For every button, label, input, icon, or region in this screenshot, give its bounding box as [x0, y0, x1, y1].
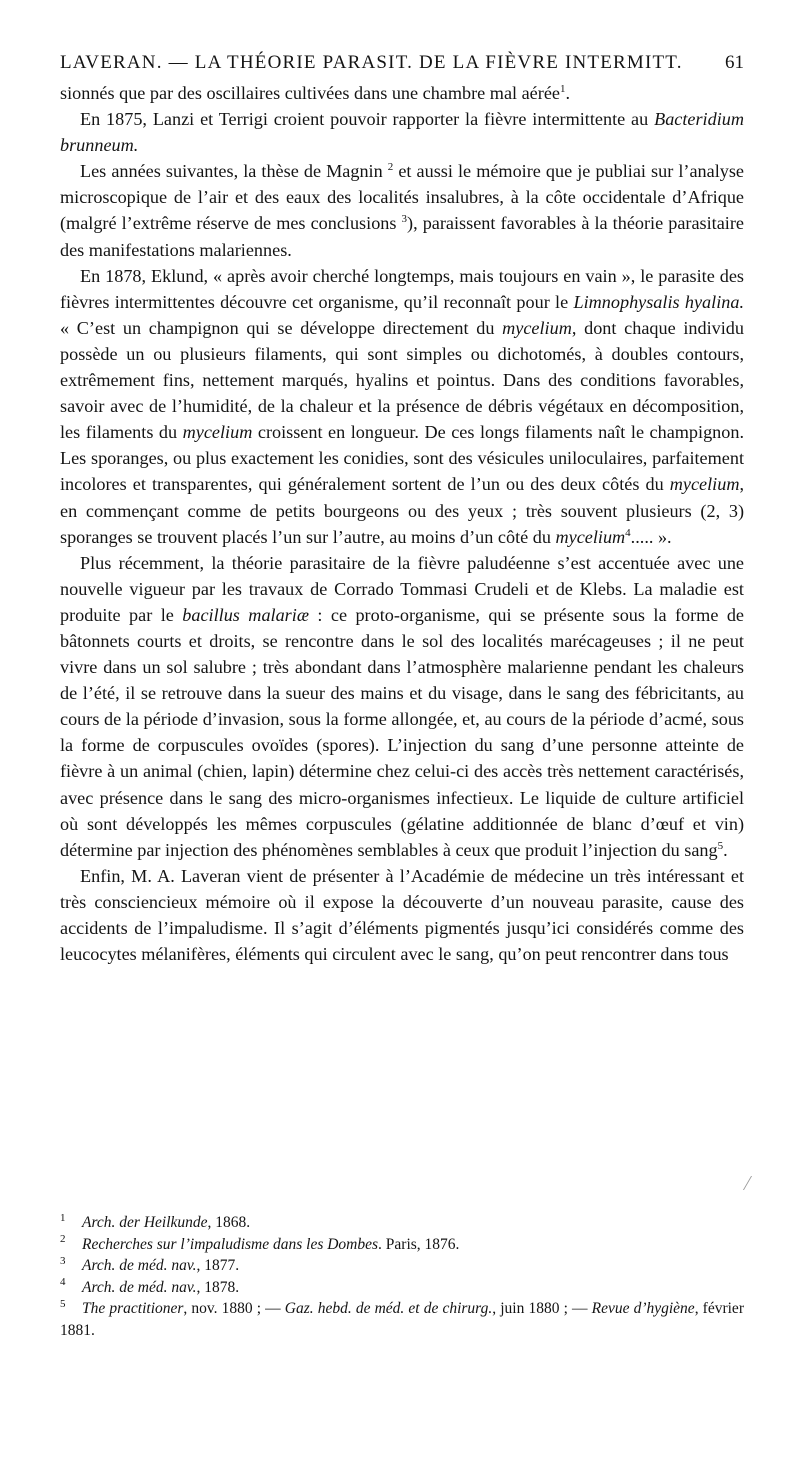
- italic-text: mycelium: [669, 474, 740, 495]
- footnote: 5 The practitioner, nov. 1880 ; — Gaz. hebd. de méd. et de chirurg., juin 1880 ; — Revue d’hygiène, février 1881.: [60, 1297, 744, 1339]
- text-run: , juin 1880 ; —: [492, 1300, 592, 1317]
- paragraph: [60, 158, 744, 262]
- italic-text: mycelium: [555, 526, 626, 547]
- text-run: Les années suivantes, la thèse de Magnin: [80, 161, 388, 182]
- footnote: 1 Arch. der Heilkunde, 1868.: [60, 1211, 251, 1231]
- text-run: En 1875, Lanzi et Terrigi croient pouvoir rapporter la fièvre intermittente au: [80, 109, 655, 130]
- text-run: , février 1881.: [60, 1300, 744, 1339]
- footnote: 2 Recherches sur l’impaludisme dans les Dombes. Paris, 1876.: [60, 1233, 460, 1253]
- text-run: , 1878.: [196, 1278, 240, 1296]
- text-run: ..... ».: [630, 526, 672, 547]
- italic-text: Bacteridium brunneum.: [60, 109, 744, 156]
- text-run: « C’est un champignon qui se développe directement du: [60, 317, 503, 338]
- footnote-reference: 3: [401, 213, 408, 226]
- footnote-reference: 4: [625, 526, 631, 539]
- footnotes: [60, 1212, 744, 1341]
- footnote-reference: 5: [717, 839, 724, 852]
- footnote: 3 Arch. de méd. nav., 1877.: [60, 1254, 240, 1274]
- text-run: ), paraissent favorables à la théorie parasitaire des manifestations malariennes.: [60, 213, 744, 260]
- text-run: sionnés que par des oscillaires cultivées dans une chambre mal aérée: [60, 83, 560, 103]
- paragraph: [60, 863, 744, 967]
- book-page: [60, 52, 744, 967]
- italic-text: mycelium: [502, 317, 572, 338]
- text-run: , dont chaque individu possède un ou plusieurs filaments, qui sont simples ou dichotomés, à doubles contours, extrêmement fins, nettement marqués, hyalins et pointus. Dans des conditions favorables, savoir avec de l’humidité, de la chaleur et la présence de débris végétaux en décomposition, les filaments du: [60, 317, 744, 443]
- text-run: En 1878, Eklund, « après avoir cherché longtemps, mais toujours en vain », le parasite des fièvres intermittentes découvre cet organisme, qu’il reconnaît pour le: [60, 265, 744, 312]
- running-header: [60, 52, 744, 74]
- text-run: , 1868.: [207, 1214, 251, 1231]
- paragraph: [60, 106, 744, 158]
- italic-text: Limnophysalis hyalina.: [573, 291, 744, 312]
- footnote-reference: 2: [387, 161, 394, 174]
- page-number: 61: [725, 52, 744, 73]
- stray-pen-mark: [735, 1176, 752, 1190]
- text-run: Plus récemment, la théorie parasitaire de la fièvre paludéenne s’est accentuée avec une nouvelle vigueur par les travaux de Corrado Tommasi Crudeli et de Klebs. La maladie est produite par le: [60, 552, 744, 625]
- body-text: [60, 80, 744, 967]
- italic-text: Gaz. hebd. de méd. et de chirurg.: [284, 1300, 493, 1317]
- text-run: et aussi le mémoire que je publiai sur l’analyse microscopique de l’air et des eaux des localités insalubres, à la côte occidentale d’Afrique (malgré l’extrême réserve de mes conclusions: [60, 161, 745, 234]
- italic-text: The practitioner: [82, 1300, 184, 1317]
- text-run: .: [723, 839, 728, 860]
- text-run: . Paris, 1876.: [378, 1235, 460, 1253]
- text-run: : ce proto-organisme, qui se présente sous la forme de bâtonnets courts et droits, se rencontre dans le sol des localités marécageuses ; il ne peut vivre dans un sol salubre ; très abondant dans l’atmosphère malarienne pendant les chaleurs de l’été, il se retrouve dans la sueur des mains et du visage, dans le sang des fébricitants, au cours de la période d’invasion, sous la forme allongée, et, au cours de la période d’acmé, sous la forme de corpuscules ovoïdes (spores). L’injection du sang d’une personne atteinte de fièvre à un animal (chien, lapin) détermine chez celui-ci des accès très nettement caractérisés, avec présence dans le sang des micro-organismes infectieux. Le liquide de culture artificiel où sont développés les mêmes corpuscules (gélatine additionnée de blanc d’œuf et vin) détermine par injection des phénomènes semblables à ceux que produit l’injection du sang: [60, 604, 744, 860]
- running-title: LAVERAN. — LA THÉORIE PARASIT. DE LA FIÈVRE INTERMITT.: [60, 52, 683, 73]
- text-run: Enfin, M. A. Laveran vient de présenter à l’Académie de médecine un très intéressant et très consciencieux mémoire où il expose la découverte d’un nouveau parasite, cause des accidents de l’impaludisme. Il s’agit d’éléments pigmentés jusqu’ici considérés comme des leucocytes mélanifères, éléments qui circulent avec le sang, qu’on peut rencontrer dans tous: [60, 865, 744, 965]
- italic-text: Arch. der Heilkunde: [82, 1214, 208, 1231]
- italic-text: Revue d’hygiène: [591, 1300, 695, 1317]
- text-run: , 1877.: [196, 1257, 240, 1274]
- italic-text: bacillus malariæ: [182, 604, 309, 625]
- paragraph: [60, 80, 744, 106]
- paragraph: [60, 263, 744, 550]
- italic-text: Arch. de méd. nav.: [82, 1257, 197, 1274]
- paragraph: [60, 550, 744, 863]
- italic-text: Arch. de méd. nav.: [82, 1278, 197, 1296]
- italic-text: mycelium: [182, 422, 253, 443]
- text-run: , nov. 1880 ; —: [183, 1300, 285, 1317]
- footnote: 4 Arch. de méd. nav., 1878.: [60, 1276, 240, 1296]
- italic-text: Recherches sur l’impaludisme dans les Dombes: [82, 1235, 379, 1253]
- footnote-reference: 1: [559, 82, 566, 95]
- text-run: , en commençant comme de petits bourgeons ou des yeux ; très souvent plusieurs (2, 3) sporanges se trouvent placés l’un sur l’autre, au moins d’un côté du: [60, 474, 744, 547]
- text-run: croissent en longueur. De ces longs filaments naît le champignon. Les sporanges, ou plus exactement les conidies, sont des vésicules uniloculaires, parfaitement incolores et transparentes, qui généralement sortent de l’un ou des deux côtés du: [60, 422, 744, 495]
- text-run: .: [565, 83, 571, 103]
